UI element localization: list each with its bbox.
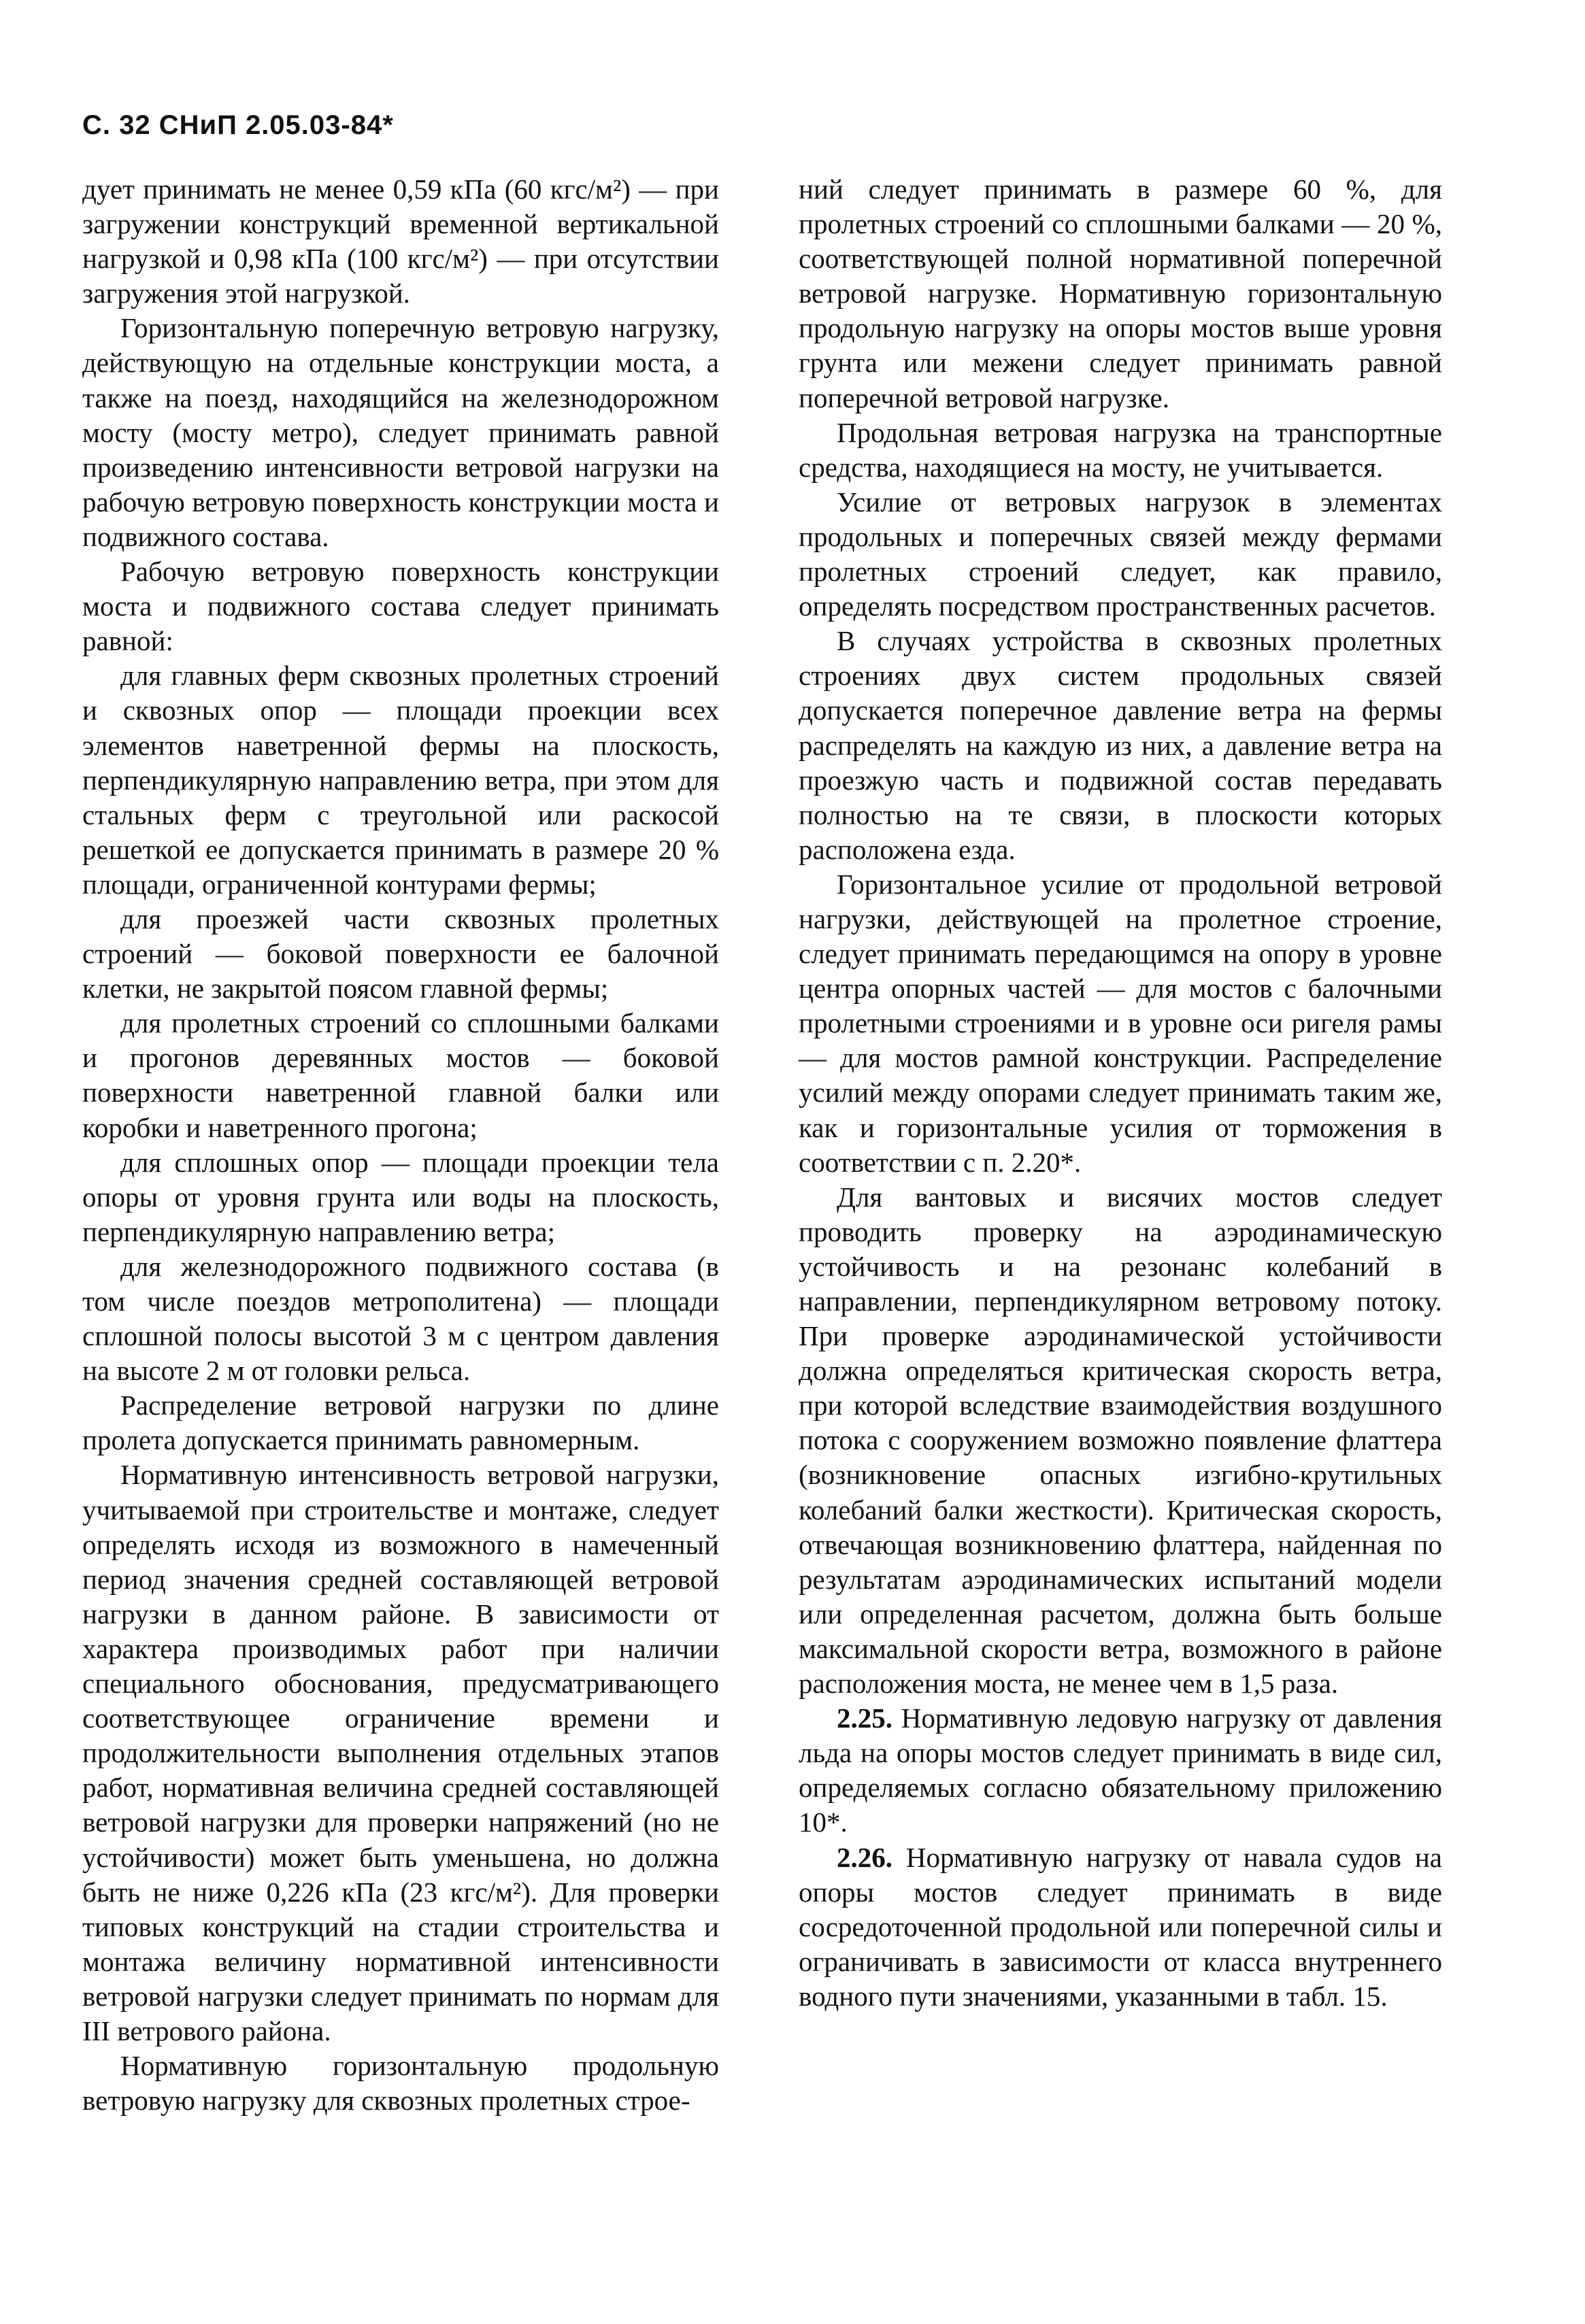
- paragraph: В случаях устройства в сквозных пролетных строениях двух систем продольных связей допускается поперечное давление ветра на фермы распределять на каждую из них, а давление ветра на проезжую часть и подвижной состав передавать полностью на те связи, в плоскости которых расположена езда.: [799, 625, 1442, 865]
- list-item: для главных ферм сквозных пролетных строений и сквозных опор — площади проекции всех элементов наветренной фермы на плоскость, перпендикулярную направлению ветра, при этом для стальных ферм с треугольной или раскосой решеткой ее допускается принимать в размере 20 % площади, ограниченной контурами фермы;: [82, 660, 719, 900]
- paragraph: Продольная ветровая нагрузка на транспортные средства, находящиеся на мосту, не учитывается.: [799, 416, 1442, 483]
- running-head: С. 32 СНиП 2.05.03-84*: [82, 110, 394, 140]
- list-item: для железнодорожного подвижного состава (в том числе поездов метрополитена) — площади сплошной полосы высотой 3 м с центром давления на высоте 2 м от головки рельса.: [82, 1250, 719, 1387]
- clause-text: Нормативную нагрузку от навала судов на опоры мостов следует принимать в виде сосредоточенной продольной или поперечной силы и ограничивать в зависимости от класса внутреннего водного пути значениями, указанными в табл. 15.: [799, 1841, 1443, 2012]
- clause-2-26: [799, 1840, 1442, 2014]
- clause-number: 2.25.: [837, 1702, 892, 1734]
- clause-number: 2.26.: [837, 1841, 892, 1873]
- right-column: [799, 172, 1442, 2014]
- paragraph: Распределение ветровой нагрузки по длине пролета допускается принимать равномерным.: [82, 1390, 719, 1456]
- left-column: [82, 172, 719, 2118]
- paragraph: Горизонтальное усилие от продольной ветровой нагрузки, действующей на пролетное строение, следует принимать передающимся на опору в уровне центра опорных частей — для мостов с балочными пролетными строениями и в уровне оси ригеля рамы — для мостов рамной конструкции. Распределение усилий между опорами следует принимать таким же, как и горизонтальные усилия от торможения в соответствии с п. 2.20*.: [799, 868, 1442, 1178]
- clause-2-25: [799, 1701, 1442, 1840]
- paragraph: Для вантовых и висячих мостов следует проводить проверку на аэродинамическую устойчивость и на резонанс колебаний в направлении, перпендикулярном ветровому потоку. При проверке аэродинамической устойчивости должна определяться критическая скорость ветра, при которой вследствие взаимодействия воздушного потока с сооружением возможно появление флаттера (возникновение опасных изгибно-крутильных колебаний балки жесткости). Критическая скорость, отвечающая возникновению флаттера, найденная по результатам аэродинамических испытаний модели или определенная расчетом, должна быть больше максимальной скорости ветра, возможного в районе расположения моста, не менее чем в 1,5 раза.: [799, 1181, 1442, 1700]
- list-item: для сплошных опор — площади проекции тела опоры от уровня грунта или воды на плоскость, перпендикулярную направлению ветра;: [82, 1146, 719, 1247]
- paragraph: Нормативную горизонтальную продольную ветровую нагрузку для сквозных пролетных строе-: [82, 2050, 719, 2117]
- list-item: для пролетных строений со сплошными балками и прогонов деревянных мостов — боковой поверхности наветренной главной балки или коробки и наветренного прогона;: [82, 1007, 719, 1143]
- paragraph: дует принимать не менее 0,59 кПа (60 кгс/м²) — при загружении конструкций временной вертикальной нагрузкой и 0,98 кПа (100 кгс/м²) — при отсутствии загружения этой нагрузкой.: [82, 173, 719, 309]
- paragraph: ний следует принимать в размере 60 %, для пролетных строений со сплошными балками — 20 %, соответствующей полной нормативной поперечной ветровой нагрузке. Нормативную горизонтальную продольную нагрузку на опоры мостов выше уровня грунта или межени следует принимать равной поперечной ветровой нагрузке.: [799, 173, 1442, 414]
- paragraph: Нормативную интенсивность ветровой нагрузки, учитываемой при строительстве и монтаже, следует определять исходя из возможного в намеченный период значения средней составляющей ветровой нагрузки в данном районе. В зависимости от характера производимых работ при наличии специального обоснования, предусматривающего соответствующее ограничение времени и продолжительности выполнения отдельных этапов работ, нормативная величина средней составляющей ветровой нагрузки для проверки напряжений (но не устойчивости) может быть уменьшена, но должна быть не ниже 0,226 кПа (23 кгс/м²). Для проверки типовых конструкций на стадии строительства и монтажа величину нормативной интенсивности ветровой нагрузки следует принимать по нормам для III ветрового района.: [82, 1459, 719, 2047]
- paragraph: Горизонтальную поперечную ветровую нагрузку, действующую на отдельные конструкции моста, а также на поезд, находящийся на железнодорожном мосту (мосту метро), следует принимать равной произведению интенсивности ветровой нагрузки на рабочую ветровую поверхность конструкции моста и подвижного состава.: [82, 312, 719, 552]
- list-item: для проезжей части сквозных пролетных строений — боковой поверхности ее балочной клетки, не закрытой поясом главной фермы;: [82, 903, 719, 1005]
- paragraph: Усилие от ветровых нагрузок в элементах продольных и поперечных связей между фермами пролетных строений следует, как правило, определять посредством пространственных расчетов.: [799, 486, 1442, 622]
- clause-text: Нормативную ледовую нагрузку от давления льда на опоры мостов следует принимать в виде сил, определяемых согласно обязательному приложению 10*.: [799, 1702, 1442, 1838]
- paragraph: Рабочую ветровую поверхность конструкции моста и подвижного состава следует принимать равной:: [82, 556, 719, 657]
